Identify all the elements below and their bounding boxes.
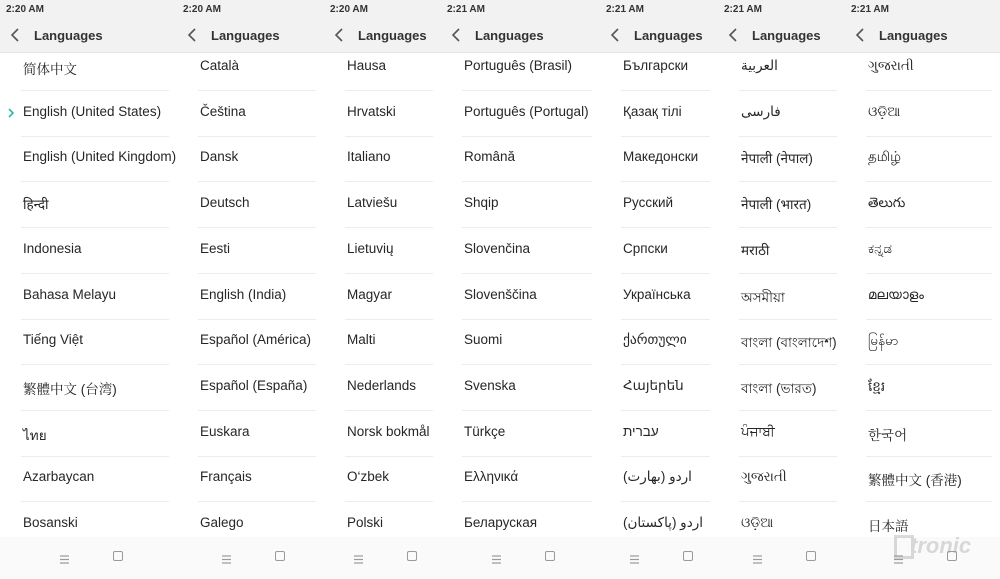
language-item[interactable] [0, 45, 177, 91]
language-item[interactable] [0, 456, 177, 502]
language-label: Indonesia [23, 241, 82, 256]
language-label: Русский [623, 195, 674, 210]
language-label: Latviešu [347, 195, 398, 210]
language-label: Türkçe [464, 424, 506, 439]
language-label: தமிழ் [868, 149, 901, 164]
language-label: Español (América) [200, 332, 312, 347]
back-chevron-icon[interactable] [854, 27, 868, 43]
language-label: 日本語 [868, 519, 909, 534]
back-chevron-icon[interactable] [186, 27, 200, 43]
language-item[interactable] [600, 456, 718, 502]
language-label: ଓଡ଼ିଆ [741, 515, 774, 530]
page-title: Languages [358, 28, 427, 43]
page-title: Languages [634, 28, 703, 43]
language-item[interactable] [718, 228, 845, 274]
navigation-bar [177, 537, 324, 579]
menu-icon[interactable] [629, 552, 640, 563]
language-label: မြန်မာ [868, 333, 899, 348]
language-label: Hausa [347, 58, 387, 73]
status-time: 2:21 AM [447, 4, 485, 15]
language-item[interactable] [177, 91, 324, 137]
language-label: ქართული [623, 332, 687, 347]
language-item[interactable] [0, 228, 177, 274]
language-label: Български [623, 58, 689, 73]
language-item[interactable] [441, 274, 600, 320]
language-item[interactable] [845, 136, 1000, 182]
language-panel-6 [718, 0, 845, 579]
language-label: עברית [623, 424, 659, 439]
language-label: Galego [200, 515, 244, 530]
status-time: 2:20 AM [330, 4, 368, 15]
page-title: Languages [752, 28, 821, 43]
language-item[interactable] [718, 456, 845, 502]
language-item[interactable] [0, 319, 177, 365]
language-item[interactable] [845, 365, 1000, 411]
language-item[interactable] [600, 411, 718, 457]
language-item[interactable] [718, 319, 845, 365]
menu-icon[interactable] [491, 552, 502, 563]
language-label: Ελληνικά [464, 469, 519, 484]
language-item[interactable] [177, 365, 324, 411]
language-label: മലയാളം [868, 287, 924, 302]
language-item[interactable] [845, 319, 1000, 365]
language-item[interactable] [845, 411, 1000, 457]
menu-icon[interactable] [221, 552, 232, 563]
back-chevron-icon[interactable] [333, 27, 347, 43]
language-label: Română [464, 149, 516, 164]
language-item[interactable] [718, 45, 845, 91]
menu-icon[interactable] [59, 552, 70, 563]
language-label: Azarbaycan [23, 469, 95, 484]
language-item[interactable] [718, 136, 845, 182]
status-bar [177, 0, 324, 20]
home-icon[interactable] [407, 551, 417, 561]
home-icon[interactable] [806, 551, 816, 561]
language-label: বাংলা (বাংলাদেশ) [741, 335, 837, 350]
language-label: Polski [347, 515, 384, 530]
menu-icon[interactable] [353, 552, 364, 563]
language-label: ਪੰਜਾਬੀ [741, 424, 775, 439]
language-label: اردو (پاکستان) [623, 515, 703, 530]
language-item[interactable] [600, 319, 718, 365]
status-bar [718, 0, 845, 20]
language-item[interactable] [845, 182, 1000, 228]
status-time: 2:21 AM [724, 4, 762, 15]
page-title: Languages [34, 28, 103, 43]
language-item[interactable] [718, 182, 845, 228]
language-item[interactable] [718, 91, 845, 137]
language-label: Deutsch [200, 195, 250, 210]
language-item[interactable] [177, 228, 324, 274]
status-bar [324, 0, 441, 20]
language-panel-7 [845, 0, 1000, 579]
language-label: Shqip [464, 195, 499, 210]
back-chevron-icon[interactable] [609, 27, 623, 43]
language-item[interactable] [845, 45, 1000, 91]
language-item[interactable] [177, 411, 324, 457]
status-time: 2:20 AM [6, 4, 44, 15]
navigation-bar [718, 537, 845, 579]
language-label: Македонски [623, 149, 699, 164]
language-label: Slovenčina [464, 241, 531, 256]
language-item[interactable] [177, 319, 324, 365]
language-label: 繁體中文 (台湾) [23, 382, 117, 397]
language-panel-2 [177, 0, 324, 579]
language-item[interactable] [324, 456, 441, 502]
language-item[interactable] [845, 456, 1000, 502]
language-label: Français [200, 469, 252, 484]
language-label: Português (Portugal) [464, 104, 589, 119]
language-label: اردو (بھارت) [623, 469, 692, 484]
page-title: Languages [475, 28, 544, 43]
language-label: 简体中文 [23, 62, 77, 77]
home-icon[interactable] [113, 551, 123, 561]
selected-chevron-icon [7, 106, 15, 118]
language-label: অসমীয়া [741, 290, 785, 305]
language-panel-5 [600, 0, 718, 579]
home-icon[interactable] [683, 551, 693, 561]
language-panel-4 [441, 0, 600, 579]
language-label: ଓଡ଼ିଆ [868, 104, 901, 119]
language-item[interactable] [0, 91, 177, 137]
language-label: Dansk [200, 149, 239, 164]
language-panel-1 [0, 0, 177, 579]
home-icon[interactable] [545, 551, 555, 561]
language-label: Italiano [347, 149, 391, 164]
language-label: English (India) [200, 287, 287, 302]
language-item[interactable] [441, 45, 600, 91]
language-item[interactable] [324, 91, 441, 137]
language-label: Hrvatski [347, 104, 396, 119]
language-item[interactable] [600, 182, 718, 228]
language-item[interactable] [324, 182, 441, 228]
language-label: English (United States) [23, 104, 162, 119]
language-item[interactable] [324, 319, 441, 365]
status-bar [441, 0, 600, 20]
language-label: मराठी [741, 243, 770, 258]
language-label: नेपाली (नेपाल) [741, 151, 813, 166]
language-item[interactable] [177, 182, 324, 228]
language-item[interactable] [324, 45, 441, 91]
navigation-bar [441, 537, 600, 579]
language-label: Norsk bokmål [347, 424, 430, 439]
language-label: 繁體中文 (香港) [868, 473, 962, 488]
language-item[interactable] [0, 274, 177, 320]
language-item[interactable] [177, 274, 324, 320]
status-time: 2:21 AM [606, 4, 644, 15]
language-item[interactable] [177, 136, 324, 182]
language-item[interactable] [441, 91, 600, 137]
language-item[interactable] [600, 274, 718, 320]
language-label: Tiếng Việt [23, 332, 84, 347]
back-chevron-icon[interactable] [727, 27, 741, 43]
language-label: Српски [623, 241, 668, 256]
status-time: 2:20 AM [183, 4, 221, 15]
language-item[interactable] [441, 136, 600, 182]
language-item[interactable] [600, 365, 718, 411]
language-label: Lietuvių [347, 241, 394, 256]
back-chevron-icon[interactable] [9, 27, 23, 43]
language-label: Беларуская [464, 515, 538, 530]
language-label: हिन्दी [23, 197, 49, 212]
language-item[interactable] [324, 274, 441, 320]
language-item[interactable] [441, 456, 600, 502]
language-label: Suomi [464, 332, 503, 347]
language-item[interactable] [845, 274, 1000, 320]
language-item[interactable] [441, 319, 600, 365]
language-label: Svenska [464, 378, 516, 393]
navigation-bar [600, 537, 718, 579]
language-item[interactable] [0, 136, 177, 182]
watermark-text: tronic [910, 533, 972, 558]
language-item[interactable] [0, 411, 177, 457]
language-label: English (United Kingdom) [23, 149, 177, 164]
language-item[interactable] [177, 456, 324, 502]
language-item[interactable] [0, 365, 177, 411]
navigation-bar [324, 537, 441, 579]
language-item[interactable] [718, 274, 845, 320]
language-item[interactable] [441, 365, 600, 411]
page-title: Languages [879, 28, 948, 43]
language-label: ಕನ್ನಡ [868, 241, 893, 256]
page-title: Languages [211, 28, 280, 43]
status-bar [0, 0, 177, 20]
watermark-logo [894, 525, 994, 569]
language-label: ไทย [23, 428, 47, 443]
language-item[interactable] [600, 136, 718, 182]
language-label: Magyar [347, 287, 393, 302]
language-label: Čeština [200, 104, 246, 119]
language-label: ខ្មែរ [868, 379, 886, 394]
language-item[interactable] [0, 182, 177, 228]
status-bar [845, 0, 1000, 20]
language-label: বাংলা (ভারত) [741, 381, 817, 396]
language-label: O‘zbek [347, 469, 390, 484]
status-time: 2:21 AM [851, 4, 889, 15]
language-item[interactable] [177, 45, 324, 91]
language-label: Nederlands [347, 378, 417, 393]
language-label: Bosanski [23, 515, 78, 530]
language-label: فارسی [741, 104, 781, 119]
language-item[interactable] [845, 228, 1000, 274]
language-label: Español (España) [200, 378, 308, 393]
language-label: తెలుగు [868, 195, 906, 210]
menu-icon[interactable] [752, 552, 763, 563]
language-label: Malti [347, 332, 376, 347]
language-item[interactable] [441, 182, 600, 228]
language-label: Slovenščina [464, 287, 537, 302]
language-item[interactable] [324, 411, 441, 457]
language-item[interactable] [324, 365, 441, 411]
language-label: Português (Brasil) [464, 58, 573, 73]
language-panel-3 [324, 0, 441, 579]
language-label: Українська [623, 287, 691, 302]
language-label: ગુજરાતી [741, 469, 787, 484]
language-item[interactable] [718, 365, 845, 411]
language-label: Հայերեն [623, 378, 684, 393]
language-item[interactable] [441, 228, 600, 274]
language-item[interactable] [441, 411, 600, 457]
language-item[interactable] [600, 228, 718, 274]
language-label: Қазақ тілі [623, 104, 682, 119]
language-label: Català [200, 58, 240, 73]
language-label: Bahasa Melayu [23, 287, 117, 302]
language-item[interactable] [324, 136, 441, 182]
language-item[interactable] [600, 91, 718, 137]
navigation-bar [0, 537, 177, 579]
language-label: ગુજરાતી [868, 58, 914, 73]
language-item[interactable] [845, 91, 1000, 137]
language-label: Eesti [200, 241, 231, 256]
language-item[interactable] [718, 411, 845, 457]
language-label: Euskara [200, 424, 250, 439]
language-label: 한국어 [868, 428, 908, 443]
back-chevron-icon[interactable] [450, 27, 464, 43]
language-label: नेपाली (भारत) [741, 197, 812, 212]
language-item[interactable] [324, 228, 441, 274]
status-bar [600, 0, 718, 20]
language-label: العربية [741, 58, 778, 73]
language-item[interactable] [600, 45, 718, 91]
home-icon[interactable] [275, 551, 285, 561]
